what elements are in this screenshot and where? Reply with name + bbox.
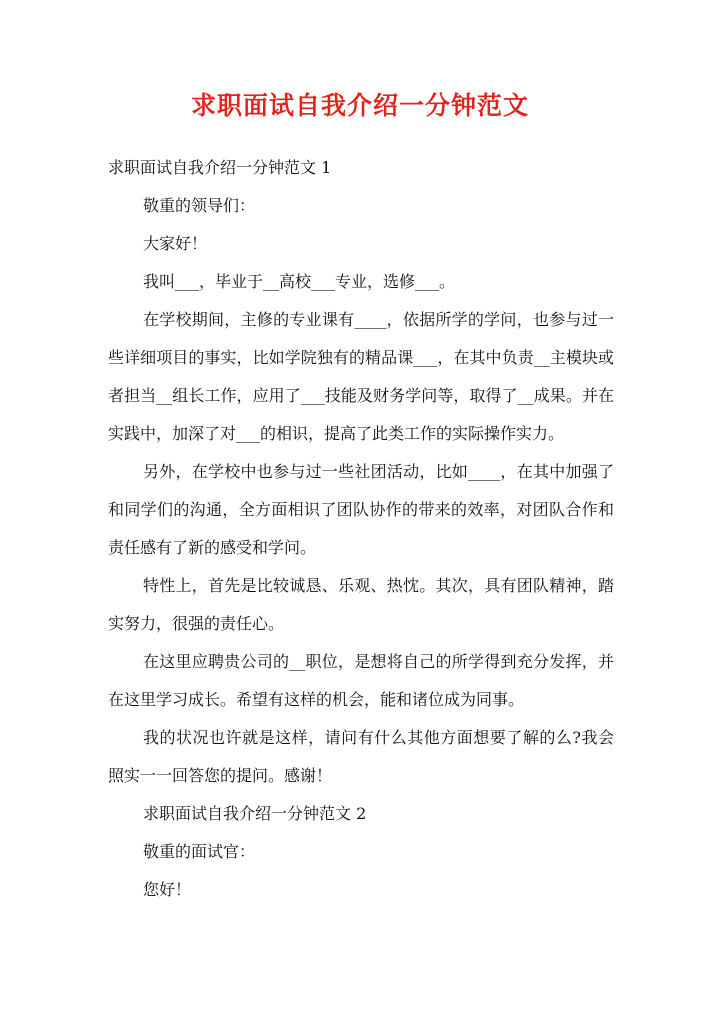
section-heading-1: 求职面试自我介绍一分钟范文 1 bbox=[108, 158, 332, 177]
greeting-paragraph: 大家好！ bbox=[143, 234, 208, 253]
salutation-paragraph-2: 敬重的面试官： bbox=[143, 842, 256, 861]
school-period-paragraph: 在学校期间，主修的专业课有____，依据所学的学问，也参与过一些详细项目的事实，比如学院独有的精品课___，在其中负责__主模块或者担当__组长工作，应用了___技能及财务学问等，取得了__成果。并在实践中，加深了对___的相识，提高了此类工作的实际操作实力。 bbox=[108, 310, 614, 443]
intro-paragraph: 我叫___，毕业于__高校___专业，选修___。 bbox=[143, 272, 456, 291]
salutation-paragraph: 敬重的领导们： bbox=[143, 196, 256, 215]
closing-paragraph: 我的状况也许就是这样，请问有什么其他方面想要了解的么?我会照实一一回答您的提问。感谢！ bbox=[108, 728, 614, 785]
document-title: 求职面试自我介绍一分钟范文 bbox=[190, 91, 529, 120]
greeting-paragraph-2: 您好！ bbox=[143, 880, 192, 899]
personality-paragraph: 特性上，首先是比较诚恳、乐观、热忱。其次，具有团队精神，踏实努力，很强的责任心。 bbox=[108, 576, 614, 633]
application-paragraph: 在这里应聘贵公司的__职位，是想将自己的所学得到充分发挥，并在这里学习成长。希望有这样的机会，能和诸位成为同事。 bbox=[108, 652, 614, 709]
section-heading-2: 求职面试自我介绍一分钟范文 2 bbox=[143, 804, 367, 823]
club-activity-paragraph: 另外，在学校中也参与过一些社团活动，比如____，在其中加强了和同学们的沟通，全方面相识了团队协作的带来的效率，对团队合作和责任感有了新的感受和学问。 bbox=[108, 462, 614, 557]
document-body bbox=[108, 149, 614, 909]
